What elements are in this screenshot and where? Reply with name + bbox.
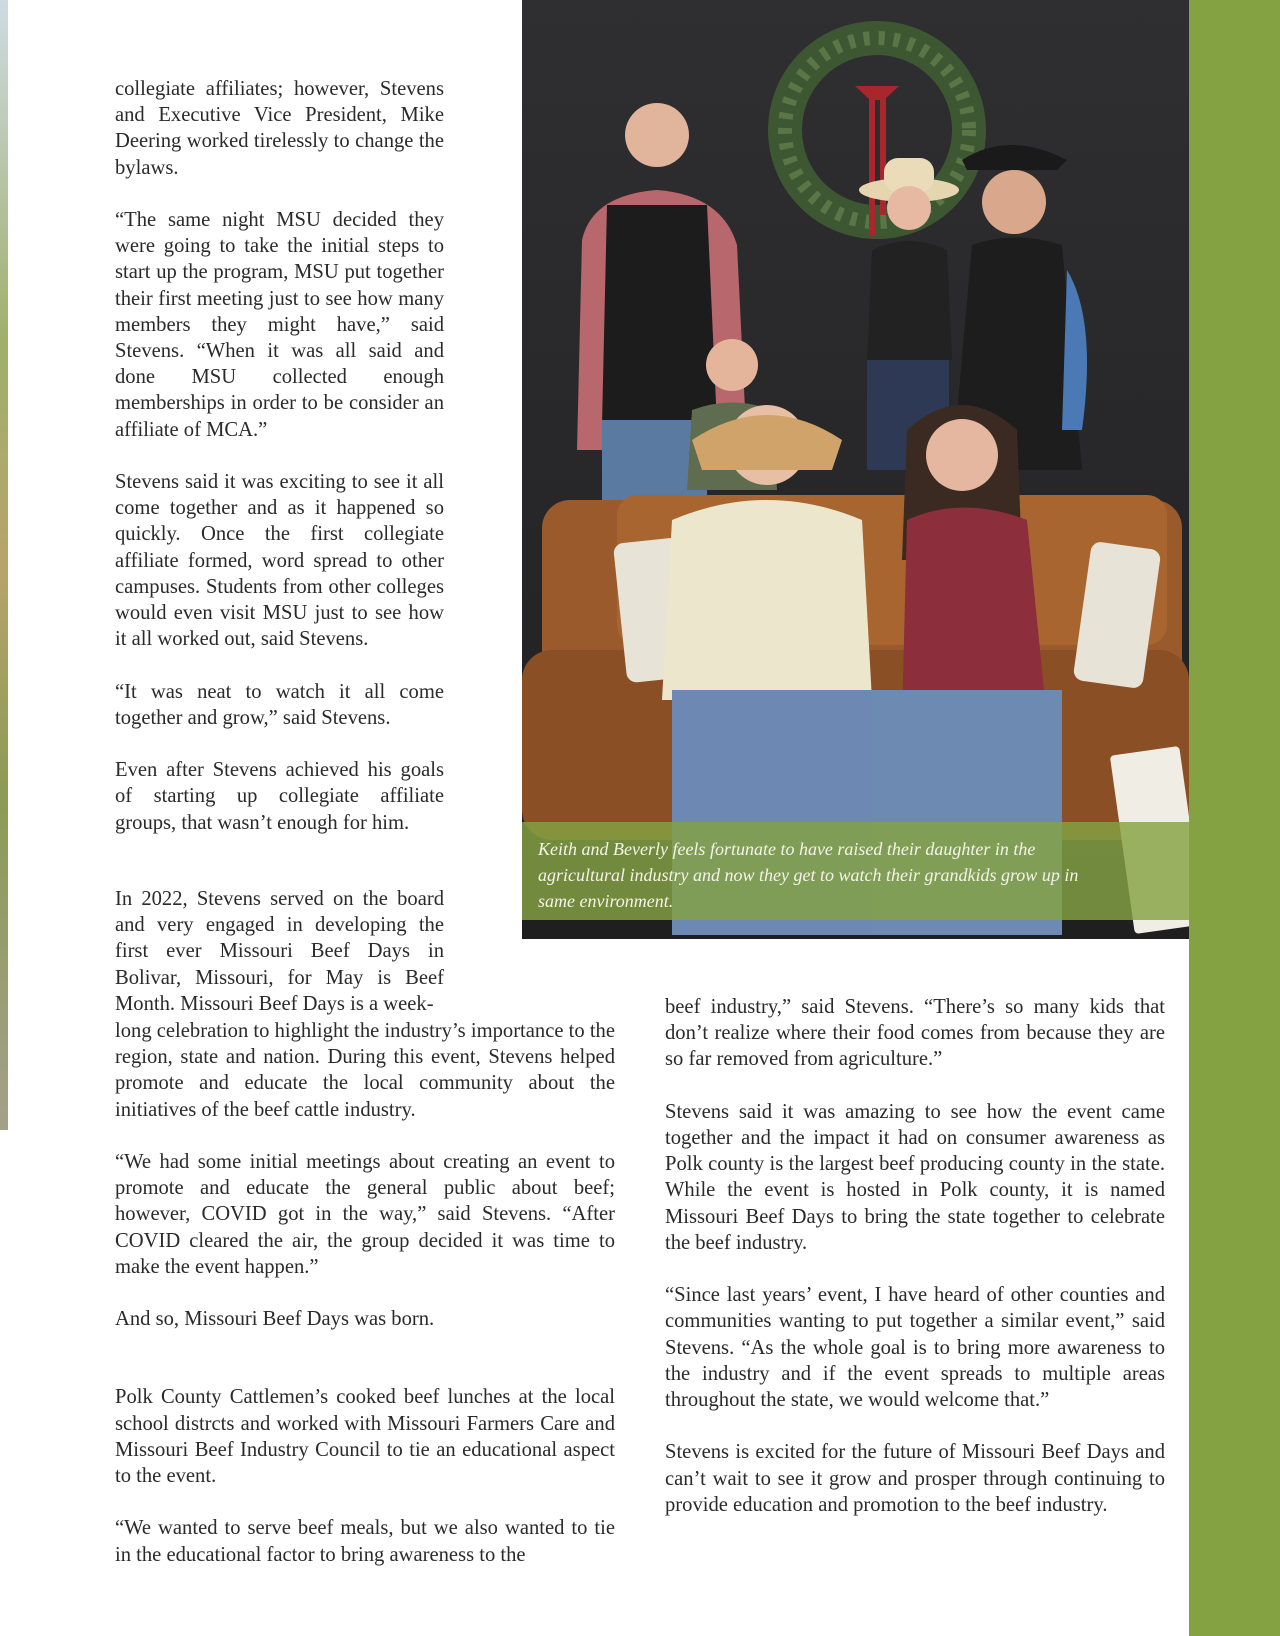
- family-photo: [522, 0, 1189, 939]
- left-page-edge: [0, 0, 8, 1130]
- column-left-bottom: [115, 1018, 615, 1594]
- caption-line: same environment.: [538, 891, 674, 911]
- caption-line: agricultural industry and now they get to watch their grandkids grow up in: [538, 865, 1079, 885]
- column-left-top: [115, 76, 444, 862]
- photo-caption: [522, 822, 1189, 920]
- paragraph: In 2022, Stevens served on the board and very engaged in developing the first ever Missouri Beef Days in Bolivar, Missouri, for May is Beef Month. Missouri Beef Days is a week-: [115, 888, 444, 1015]
- paragraph: collegiate affiliates; however, Stevens and Executive Vice President, Mike Deering worked tirelessly to change the bylaws.: [115, 78, 444, 179]
- column-right: [665, 994, 1165, 1544]
- paragraph: “We wanted to serve beef meals, but we also wanted to tie in the educational factor to bring awareness to the: [115, 1517, 615, 1566]
- green-side-bar: [1189, 0, 1280, 1636]
- paragraph: “We had some initial meetings about creating an event to promote and educate the general public about beef; however, COVID got in the way,” said Stevens. “After COVID cleared the air, the group decided it was time to make the event happen.”: [115, 1151, 615, 1278]
- paragraph: beef industry,” said Stevens. “There’s so many kids that don’t realize where their food comes from because they are so far removed from agriculture.”: [665, 996, 1165, 1071]
- paragraph: Stevens is excited for the future of Missouri Beef Days and can’t wait to see it grow and prosper through continuing to provide education and promotion to the beef industry.: [665, 1441, 1165, 1516]
- paragraph: “Since last years’ event, I have heard of other counties and communities wanting to put together a similar event,” said Stevens. “As the whole goal is to bring more awareness to the industry and if the event spreads to multiple areas throughout the state, we would welcome that.”: [665, 1284, 1165, 1412]
- paragraph: Stevens said it was amazing to see how the event came together and the impact it had on consumer awareness as Polk county is the largest beef producing county in the state. While the event is hosted in Polk county, it is named Missouri Beef Days to bring the state together to celebrate the beef industry.: [665, 1100, 1165, 1254]
- paragraph: Even after Stevens achieved his goals of starting up collegiate affiliate groups, that wasn’t enough for him.: [115, 759, 444, 834]
- column-left-wrap: [115, 886, 444, 1017]
- paragraph: Polk County Cattlemen’s cooked beef lunches at the local school distrcts and worked with Missouri Farmers Care and Missouri Beef Industry Council to tie an educational aspect to the event.: [115, 1386, 615, 1488]
- paragraph: “The same night MSU decided they were going to take the initial steps to start up the program, MSU put together their first meeting just to see how many members they might have,” said Stevens. “When it was all said and done MSU collected enough memberships in order to be consider an affiliate of MCA.”: [115, 209, 444, 441]
- family-photo-illustration: [522, 0, 1189, 939]
- paragraph: And so, Missouri Beef Days was born.: [115, 1308, 435, 1331]
- paragraph: “It was neat to watch it all come together and grow,” said Stevens.: [115, 680, 444, 729]
- paragraph: long celebration to highlight the industry’s importance to the region, state and nation. During this event, Stevens helped promote and educate the local community about the initiatives of the beef cattle industry.: [115, 1020, 615, 1121]
- caption-line: Keith and Beverly feels fortunate to have raised their daughter in the: [538, 839, 1036, 859]
- paragraph: Stevens said it was exciting to see it all come together and as it happened so quickly. Once the first collegiate affiliate formed, word spread to other campuses. Students from other colleges would even visit MSU just to see how it all worked out, said Stevens.: [115, 471, 444, 651]
